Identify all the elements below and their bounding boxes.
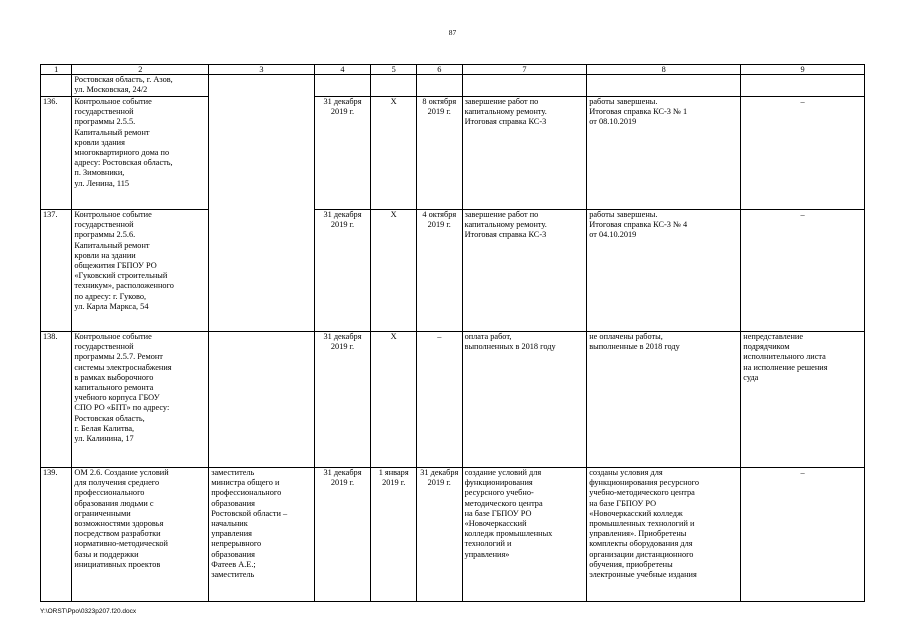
col-header-8: 8 xyxy=(587,65,741,75)
table-row xyxy=(41,332,865,468)
cell-responsible xyxy=(209,332,314,468)
cell-reasons: – xyxy=(741,97,865,210)
col-header-5: 5 xyxy=(371,65,417,75)
cell-actual: 31 декабря 2019 г. xyxy=(416,468,462,602)
cell-number: 136. xyxy=(41,97,72,210)
cell-reasons: непредставление подрядчиком исполнительного листа на исполнение решения суда xyxy=(741,332,865,468)
cell-start: 1 января 2019 г. xyxy=(371,468,417,602)
report-table xyxy=(40,64,865,602)
col-header-9: 9 xyxy=(741,65,865,75)
table-row xyxy=(41,468,865,602)
col-header-6: 6 xyxy=(416,65,462,75)
cell-expected-result: завершение работ по капитальному ремонту. Итоговая справка КС-3 xyxy=(462,210,587,332)
cell-responsible: заместитель министра общего и профессионального образования Ростовской области – начальник управления непрерывного образования Фатеев А.Е.; заместитель xyxy=(209,468,314,602)
cell-start: X xyxy=(371,210,417,332)
cell-expected-result: создание условий для функционирования ресурсного учебно- методического центра на базе ГБПОУ РО «Новочеркасский колледж промышленных технологий и управления» xyxy=(462,468,587,602)
file-path-footer: Y:\ORST\Ppo\0323p207.f20.docx xyxy=(40,608,137,615)
cell-actual: 4 октября 2019 г. xyxy=(416,210,462,332)
header-row xyxy=(41,65,865,75)
cell-description: ОМ 2.6. Создание условий для получения среднего профессионального образования людьми с ограниченными возможностями здоровья посредством разработки нормативно-методической базы и поддержки инициативных проектов xyxy=(72,468,209,602)
cell-reasons: – xyxy=(741,210,865,332)
cell-expected-result: оплата работ, выполненных в 2018 году xyxy=(462,332,587,468)
cell-description: Ростовская область, г. Азов, ул. Московская, 24/2 xyxy=(72,75,209,97)
cell-actual-result: работы завершены. Итоговая справка КС-3 № 4 от 04.10.2019 xyxy=(587,210,741,332)
cell-number: 139. xyxy=(41,468,72,602)
col-header-1: 1 xyxy=(41,65,72,75)
cell-start: X xyxy=(371,97,417,210)
cell-deadline: 31 декабря 2019 г. xyxy=(314,97,371,210)
cell-reasons: – xyxy=(741,468,865,602)
cell-actual: – xyxy=(416,332,462,468)
cell-actual-result: не оплачены работы, выполненные в 2018 году xyxy=(587,332,741,468)
cell-actual-result: работы завершены. Итоговая справка КС-3 № 1 от 08.10.2019 xyxy=(587,97,741,210)
col-header-4: 4 xyxy=(314,65,371,75)
cell-responsible xyxy=(209,97,314,210)
cell-responsible xyxy=(209,210,314,332)
page-number: 87 xyxy=(448,28,457,37)
cell-expected-result: завершение работ по капитальному ремонту. Итоговая справка КС-3 xyxy=(462,97,587,210)
cell-deadline: 31 декабря 2019 г. xyxy=(314,332,371,468)
table-row-continuation xyxy=(41,75,865,97)
col-header-7: 7 xyxy=(462,65,587,75)
cell-deadline: 31 декабря 2019 г. xyxy=(314,210,371,332)
cell-deadline: 31 декабря 2019 г. xyxy=(314,468,371,602)
cell-start: X xyxy=(371,332,417,468)
col-header-3: 3 xyxy=(209,65,314,75)
cell-actual: 8 октября 2019 г. xyxy=(416,97,462,210)
cell-description: Контрольное событие государственной программы 2.5.5. Капитальный ремонт кровли здания многоквартирного дома по адресу: Ростовская область, п. Зимовники, ул. Ленина, 115 xyxy=(72,97,209,210)
cell-number: 138. xyxy=(41,332,72,468)
table-row xyxy=(41,97,865,210)
cell-actual-result: созданы условия для функционирования ресурсного учебно-методического центра на базе ГБПОУ РО «Новочеркасский колледж промышленных технологий и управления». Приобретены комплекты оборудования для организации дистанционного обучения, приобретены электронные учебные издания xyxy=(587,468,741,602)
table-row xyxy=(41,210,865,332)
cell-description: Контрольное событие государственной программы 2.5.7. Ремонт системы электроснабжения в рамках выборочного капитального ремонта учебного корпуса ГБОУ СПО РО «БПТ» по адресу: Ростовская область, г. Белая Калитва, ул. Калинина, 17 xyxy=(72,332,209,468)
col-header-2: 2 xyxy=(72,65,209,75)
cell-description: Контрольное событие государственной программы 2.5.6. Капитальный ремонт кровли на здании общежития ГБПОУ РО «Гуковский строительный техникум», расположенного по адресу: г. Гуково, ул. Карла Маркса, 54 xyxy=(72,210,209,332)
cell-number: 137. xyxy=(41,210,72,332)
